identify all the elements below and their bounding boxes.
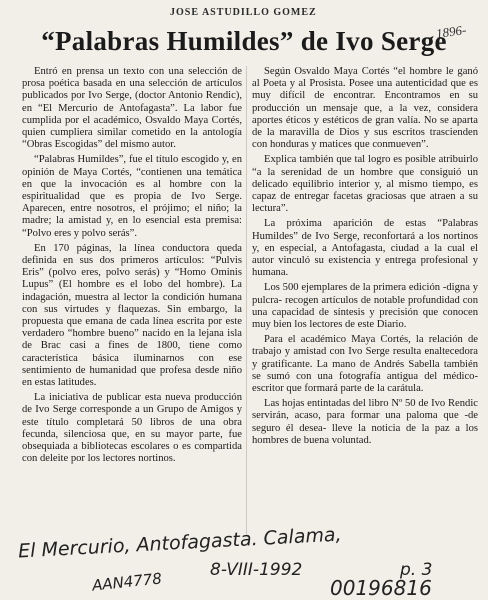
paragraph: Para el académico Maya Cortés, la relación de trabajo y amistad con Ivo Serge resulta enaltecedora y gratificante. La mano de Andrés Sabella también se sumó con una fotografía antigua del médico-escritor que formará parte de la carátula.: [252, 334, 478, 395]
paragraph: Explica también que tal logro es posible atribuirlo “a la serenidad de un hombre que consiguió un delicado equilibrio interior y, al mismo tiempo, es capaz de entregar facetas graciosas que atraen a su lectura”.: [252, 154, 478, 215]
paragraph: Las hojas entintadas del libro Nº 50 de Ivo Rendic servirán, acaso, para formar una paloma que -de seguro él desea- lleve la noticia de la paz a los hombres de buena voluntad.: [252, 398, 478, 446]
handwritten-date: 8-VIII-1992: [210, 560, 303, 580]
paragraph: “Palabras Humildes”, fue el título escogido y, en opinión de Maya Cortés, “contienen una temática en que la invocación es al hombre con la espiritualidad que es propia de Ivo Serge. Aparecen, entre nosotros, el prójimo; el niño; la madre; la amistad y, en lo esencial esta premisa: “Polvo eres y polvo serás”.: [22, 154, 242, 239]
paragraph: Según Osvaldo Maya Cortés “el hombre le ganó al Poeta y al Prosista. Posee una autenticidad que es muy difícil de encontrar. Encontramos en su producción un mensaje que, a la vez, considera aportes éticos y estéticos de gran valía. No se aparta de la maravilla de Dios y sus escritos trascienden con honduras y matices que conmueven”.: [252, 66, 478, 151]
article-title: “Palabras Humildes” de Ivo Serge: [41, 26, 447, 56]
right-column: [252, 66, 478, 450]
column-divider: [246, 66, 247, 534]
paragraph: La próxima aparición de estas “Palabras Humildes” de Ivo Serge, reconfortará a los nortinos y, en especial, a Antofagasta, ciudad a la cual el autor vinculó su existencia y entrega profesional y humana.: [252, 218, 478, 279]
paragraph: En 170 páginas, la línea conductora queda definida en sus dos primeros artículos: “Pulvis Eris” (polvo eres, polvo serás) y “Homo Ominis Lupus” (El hombre es el lobo del hombre). La indagación, muestra al lector la condición humana con sus virtudes y flaquezas. Sin embargo, la propuesta que emana de cada línea escrita por este verdadero “hombre bueno” nacido en la lejana isla de Brac casi a fines de 1800, tiene como característica básica iluminarnos con ese sentimiento de humanidad que profesa desde niño en estas latitudes.: [22, 242, 242, 389]
paragraph: Los 500 ejemplares de la primera edición -digna y pulcra- recogen artículos de notable profundidad con una capacidad de síntesis y precisión que conocen muy bien los lectores de este Diario.: [252, 282, 478, 331]
handwritten-source: El Mercurio, Antofagasta. Calama,: [17, 523, 343, 563]
handwritten-archive-code: AAN4778: [91, 569, 163, 595]
left-column: [22, 66, 242, 469]
paragraph: La iniciativa de publicar esta nueva producción de Ivo Serge corresponde a un Grupo de Amigos y este título completará 50 libros de una obra fecunda, silenciosa que, en su mayor parte, fue obsequiada a bibliotecas escolares o es compartida con deleite por los lectores nortinos.: [22, 392, 242, 465]
author-byline: JOSE ASTUDILLO GOMEZ: [170, 7, 317, 18]
handwritten-catalog-number: 00196816: [330, 576, 432, 600]
paragraph: Entró en prensa un texto con una selección de prosa poética basada en una selección de artículos publicados por Ivo Serge, (doctor Antonio Rendic), en “El Mercurio de Antofagasta”. La labor fue cumplida por el académico, Osvaldo Maya Cortés, quien cumpliera similar cometido en la antología “Obras Escogidas” del mismo autor.: [22, 66, 242, 151]
handwritten-page: p. 3: [400, 560, 433, 580]
handwritten-year-note: 1896-: [435, 21, 468, 42]
